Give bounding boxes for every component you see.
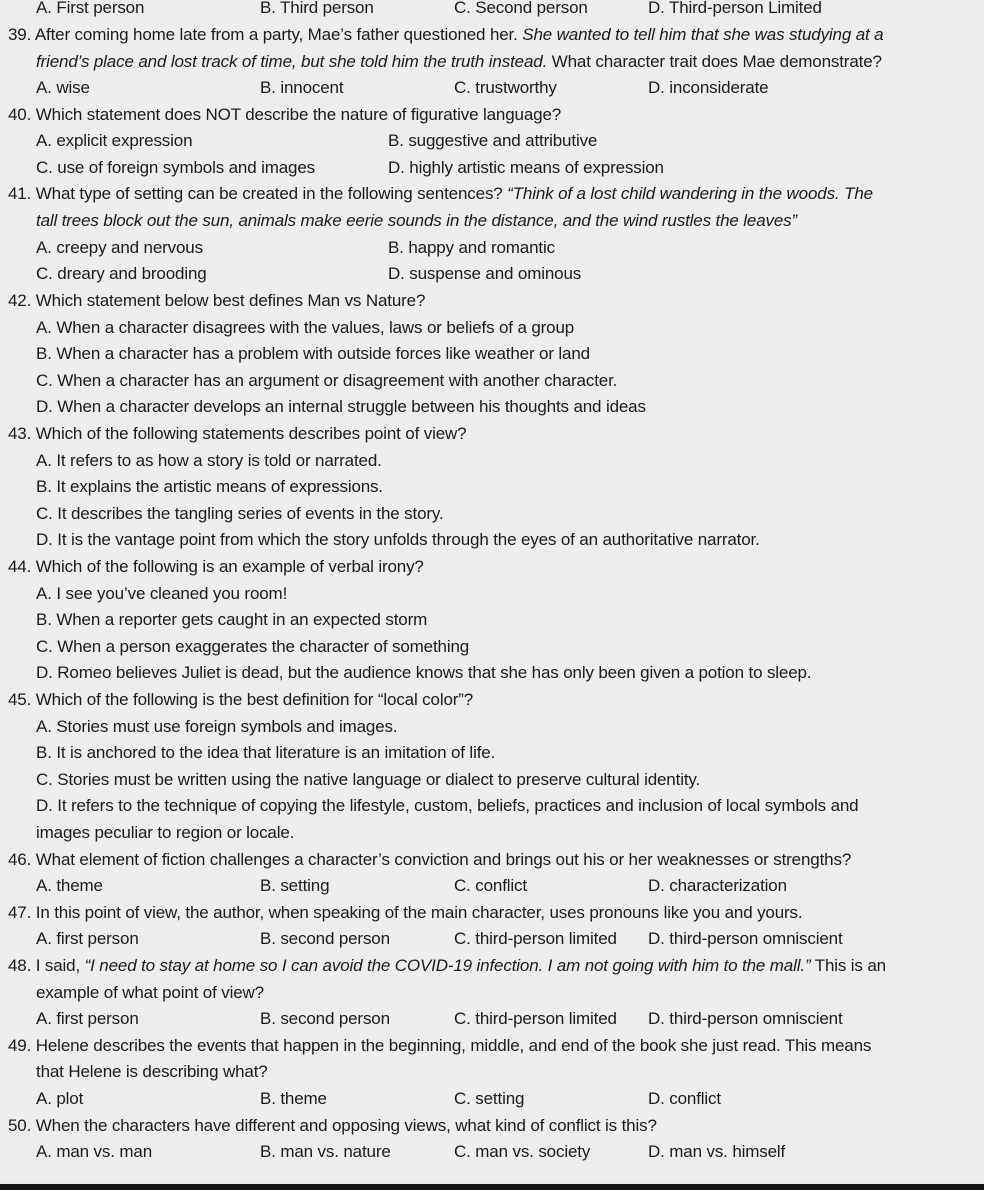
answer-option: A. First person [36,0,145,17]
answer-option: B. Third person [260,0,374,17]
text-segment: D. Romeo believes Juliet is dead, but the audience knows that she has only been given a potion to sleep. [36,663,812,682]
text-segment: 41. What type of setting can be created in the following sentences? [8,184,508,203]
question-line [0,1032,984,1059]
answer-option: B. happy and romantic [388,238,555,257]
question-line [0,420,984,447]
text-line [0,340,984,367]
answer-options-row [0,925,984,952]
line-text [36,659,811,686]
text-segment: that Helene is describing what? [36,1062,268,1081]
text-line [0,580,984,607]
question-text [8,952,886,979]
text-line [0,1058,984,1085]
text-line [0,819,984,846]
answer-options-row [0,260,984,287]
text-line [0,473,984,500]
text-segment: 48. I said, [8,956,85,975]
answer-option: B. innocent [260,78,344,97]
answer-option: A. explicit expression [36,131,193,150]
italic-text: “I need to stay at home so I can avoid the COVID-19 infection. I am not going with him to the mall.” [84,956,811,975]
answer-option: D. third-person omniscient [648,1009,843,1028]
text-segment: 44. Which of the following is an example of verbal irony? [8,557,424,576]
line-text [36,792,859,819]
text-segment: B. It explains the artistic means of expressions. [36,477,383,496]
text-segment: C. When a character has an argument or disagreement with another character. [36,371,618,390]
answer-option: D. third-person omniscient [648,929,843,948]
question-text [8,846,851,873]
text-line [0,739,984,766]
question-line [0,952,984,979]
text-segment: C. It describes the tangling series of events in the story. [36,504,444,523]
answer-options-row [0,1138,984,1165]
answer-option: D. characterization [648,876,787,895]
answer-option: B. setting [260,876,330,895]
answer-option: D. suspense and ominous [388,264,582,283]
question-text [8,899,802,926]
line-text [36,473,383,500]
text-line [0,447,984,474]
text-line [0,979,984,1006]
answer-options-row [0,74,984,101]
answer-option: A. theme [36,876,103,895]
line-text [36,500,444,527]
answer-options-row [0,872,984,899]
line-text [36,447,382,474]
text-line [0,393,984,420]
answer-option: C. man vs. society [454,1142,591,1161]
line-text [36,633,469,660]
question-text [8,420,466,447]
italic-text: tall trees block out the sun, animals make eerie sounds in the distance, and the wind rustles the leaves” [36,211,798,230]
answer-option: A. plot [36,1089,84,1108]
line-text [36,766,700,793]
bottom-edge-bar [0,1184,984,1190]
answer-option: A. creepy and nervous [36,238,203,257]
text-segment: A. It refers to as how a story is told or narrated. [36,451,382,470]
text-line [0,766,984,793]
text-segment: B. When a character has a problem with outside forces like weather or land [36,344,590,363]
answer-option: A. man vs. man [36,1142,152,1161]
text-line [0,207,984,234]
text-segment: B. When a reporter gets caught in an expected storm [36,610,428,629]
answer-option: A. first person [36,1009,139,1028]
text-segment: A. I see you’ve cleaned you room! [36,584,288,603]
answer-options-row [0,127,984,154]
answer-option: A. wise [36,78,90,97]
answer-options-row [0,154,984,181]
text-segment: C. Stories must be written using the native language or dialect to preserve cultural identity. [36,770,701,789]
answer-options-row [0,234,984,261]
italic-text: “Think of a lost child wandering in the woods. The [507,184,873,203]
answer-options-row [0,0,984,21]
answer-option: B. theme [260,1089,327,1108]
question-line [0,899,984,926]
text-segment: D. It refers to the technique of copying the lifestyle, custom, beliefs, practices and inclusion of local symbols and [36,796,859,815]
text-line [0,500,984,527]
text-segment: This is an [810,956,886,975]
text-segment: 43. Which of the following statements describes point of view? [8,424,467,443]
answer-option: C. dreary and brooding [36,264,207,283]
text-segment: 45. Which of the following is the best definition for “local color”? [8,690,474,709]
answer-option: C. Second person [454,0,588,17]
line-text [36,393,646,420]
text-segment: 39. After coming home late from a party, Mae’s father questioned her. [8,25,523,44]
answer-option: C. setting [454,1089,525,1108]
text-line [0,314,984,341]
line-text [36,606,427,633]
line-text [36,526,760,553]
answer-option: D. Third-person Limited [648,0,822,17]
text-segment: 49. Helene describes the events that happen in the beginning, middle, and end of the book she just read. This means [8,1036,872,1055]
text-segment: B. It is anchored to the idea that literature is an imitation of life. [36,743,496,762]
line-text [36,739,495,766]
text-segment: What character trait does Mae demonstrate? [547,52,882,71]
answer-option: D. highly artistic means of expression [388,158,664,177]
line-text [36,580,287,607]
question-text [8,21,883,48]
text-line [0,48,984,75]
question-line [0,21,984,48]
text-segment: images peculiar to region or locale. [36,823,295,842]
line-text [36,367,617,394]
italic-text: She wanted to tell him that she was studying at a [522,25,884,44]
line-text [36,1058,268,1085]
answer-option: B. suggestive and attributive [388,131,598,150]
text-segment: D. When a character develops an internal struggle between his thoughts and ideas [36,397,646,416]
answer-option: C. trustworthy [454,78,557,97]
question-text [8,1112,657,1139]
answer-option: D. man vs. himself [648,1142,786,1161]
line-text [36,48,882,75]
answer-option: C. third-person limited [454,929,617,948]
question-line [0,101,984,128]
answer-option: C. conflict [454,876,527,895]
question-line [0,287,984,314]
line-text [36,979,264,1006]
answer-option: C. third-person limited [454,1009,617,1028]
text-line [0,526,984,553]
text-segment: A. When a character disagrees with the values, laws or beliefs of a group [36,318,575,337]
question-line [0,1112,984,1139]
answer-option: D. conflict [648,1089,721,1108]
italic-text: friend’s place and lost track of time, but she told him the truth instead. [36,52,548,71]
answer-options-row [0,1005,984,1032]
text-line [0,659,984,686]
line-text [36,207,797,234]
line-text [36,340,590,367]
answer-option: B. man vs. nature [260,1142,391,1161]
text-segment: example of what point of view? [36,983,264,1002]
question-line [0,180,984,207]
text-segment: 47. In this point of view, the author, when speaking of the main character, uses pronouns like you and yours. [8,903,803,922]
text-line [0,367,984,394]
question-text [8,287,425,314]
question-line [0,686,984,713]
text-segment: D. It is the vantage point from which the story unfolds through the eyes of an authoritative narrator. [36,530,760,549]
question-text [8,686,473,713]
answer-options-row [0,1085,984,1112]
text-segment: A. Stories must use foreign symbols and images. [36,717,398,736]
text-line [0,713,984,740]
answer-option: C. use of foreign symbols and images [36,158,316,177]
text-segment: 40. Which statement does NOT describe the nature of figurative language? [8,105,562,124]
line-text [36,314,574,341]
question-text [8,101,561,128]
text-segment: 50. When the characters have different and opposing views, what kind of conflict is this? [8,1116,657,1135]
question-text [8,1032,871,1059]
question-text [8,180,873,207]
text-segment: 42. Which statement below best defines Man vs Nature? [8,291,426,310]
text-line [0,792,984,819]
line-text [36,819,294,846]
answer-option: A. first person [36,929,139,948]
text-segment: C. When a person exaggerates the character of something [36,637,470,656]
answer-option: B. second person [260,929,390,948]
answer-option: B. second person [260,1009,390,1028]
question-text [8,553,424,580]
answer-option: D. inconsiderate [648,78,769,97]
line-text [36,713,397,740]
question-line [0,846,984,873]
text-line [0,633,984,660]
question-line [0,553,984,580]
text-line [0,606,984,633]
text-segment: 46. What element of fiction challenges a character’s conviction and brings out his or her weaknesses or strengths? [8,850,852,869]
